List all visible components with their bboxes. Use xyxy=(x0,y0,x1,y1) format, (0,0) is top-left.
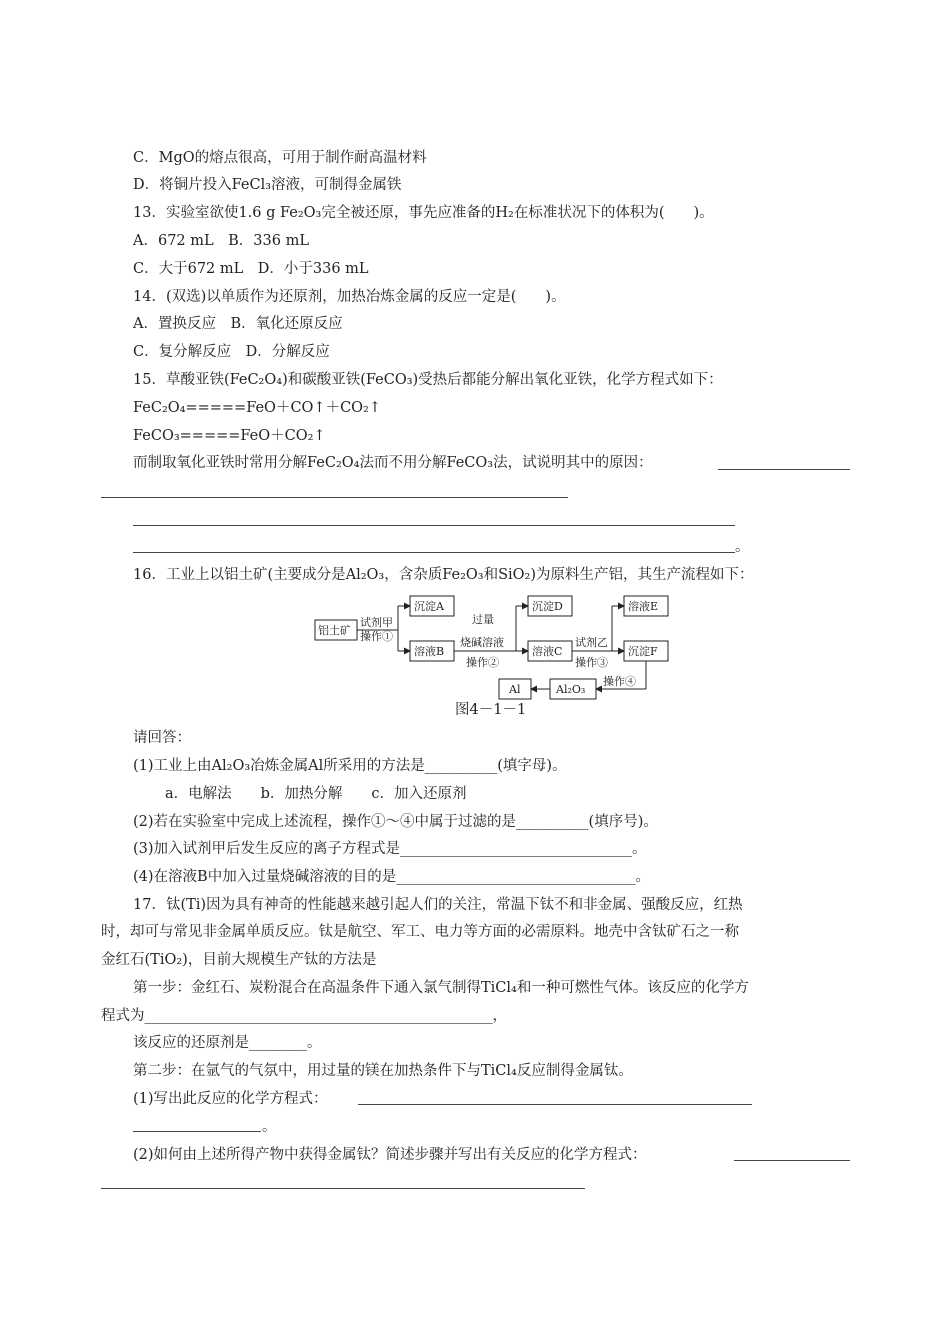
q14-stem: 14．(双选)以单质作为还原剂，加热冶炼金属的反应一定是( )。 xyxy=(133,289,566,305)
q16-answer-prompt: 请回答： xyxy=(133,730,191,746)
q17-part-2-blank-1[interactable] xyxy=(734,1160,850,1161)
q12-option-c: C．MgO的熔点很高，可用于制作耐高温材料 xyxy=(133,150,427,166)
q15-equation-2: FeCO₃=====FeO＋CO₂↑ xyxy=(133,428,326,444)
q15-answer-blank-3[interactable] xyxy=(133,525,735,526)
q17-step-1-line-1: 第一步：金红石、炭粉混合在高温条件下通入氯气制得TiCl₄和一种可燃性气体。该反应的化学方 xyxy=(133,980,749,996)
label-op2: 操作② xyxy=(466,656,499,669)
q15-answer-blank-1[interactable] xyxy=(718,469,850,470)
q16-part-4: (4)在溶液B中加入过量烧碱溶液的目的是_________________________________。 xyxy=(133,869,650,885)
q16-stem: 16．工业上以铝土矿(主要成分是Al₂O₃，含杂质Fe₂O₃和SiO₂)为原料生产铝，其生产流程如下： xyxy=(133,567,754,583)
label-op3: 操作③ xyxy=(575,656,608,669)
q16-part-1: (1)工业上由Al₂O₃冶炼金属Al所采用的方法是__________(填字母)。 xyxy=(133,758,567,774)
label-precipitate-a: 沉淀A xyxy=(414,600,444,613)
label-reagent-b: 试剂乙 xyxy=(575,636,608,649)
q15-answer-blank-4[interactable] xyxy=(133,552,735,553)
label-precipitate-d: 沉淀D xyxy=(532,600,563,613)
q16-part-2: (2)若在实验室中完成上述流程，操作①～④中属于过滤的是__________(填序号)。 xyxy=(133,814,658,830)
q15-period: 。 xyxy=(735,539,750,555)
label-aluminum: Al xyxy=(509,683,521,696)
q12-option-d: D．将铜片投入FeCl₃溶液，可制得金属铁 xyxy=(133,177,402,193)
q17-stem-line-3: 金红石(TiO₂)，目前大规模生产钛的方法是 xyxy=(101,952,377,968)
label-op1: 操作① xyxy=(360,630,393,643)
q14-options-ab: A．置换反应 B．氧化还原反应 xyxy=(133,316,343,332)
q17-stem-line-2: 时，却可与常见非金属单质反应。钛是航空、军工、电力等方面的必需原料。地壳中含钛矿石之一称 xyxy=(101,924,739,940)
q17-part-1-period: 。 xyxy=(262,1119,277,1135)
q14-options-cd: C．复分解反应 D．分解反应 xyxy=(133,344,330,360)
q17-step-2-part-1: (1)写出此反应的化学方程式： xyxy=(133,1091,328,1107)
q17-step-2: 第二步：在氩气的气氛中，用过量的镁在加热条件下与TiCl₄反应制得金属钛。 xyxy=(133,1063,633,1079)
q17-part-1-blank-1[interactable] xyxy=(358,1104,752,1105)
label-naoh: 烧碱溶液 xyxy=(460,636,504,649)
q17-step-1-line-3: 该反应的还原剂是________。 xyxy=(133,1035,322,1051)
q17-step-1-line-2: 程式为________________________________________________， xyxy=(101,1008,507,1024)
label-solution-e: 溶液E xyxy=(628,600,659,613)
q15-stem: 15．草酸亚铁(FeC₂O₄)和碳酸亚铁(FeCO₃)受热后都能分解出氧化亚铁，化学方程式如下： xyxy=(133,372,723,388)
label-solution-b: 溶液B xyxy=(414,645,445,658)
q13-options-ab: A．672 mL B．336 mL xyxy=(133,233,309,249)
q17-part-2-blank-2[interactable] xyxy=(101,1188,585,1189)
q15-equation-1: FeC₂O₄=====FeO＋CO↑＋CO₂↑ xyxy=(133,400,382,416)
q15-question: 而制取氧化亚铁时常用分解FeC₂O₄法而不用分解FeCO₃法，试说明其中的原因： xyxy=(133,455,653,471)
q13-options-cd: C．大于672 mL D．小于336 mL xyxy=(133,261,369,277)
label-solution-c: 溶液C xyxy=(532,645,563,658)
figure-caption: 图4－1－1 xyxy=(455,702,527,718)
label-reagent-a: 试剂甲 xyxy=(360,616,393,629)
label-alumina: Al₂O₃ xyxy=(556,683,586,696)
q17-step-2-part-2: (2)如何由上述所得产物中获得金属钛？简述步骤并写出有关反应的化学方程式： xyxy=(133,1147,647,1163)
q16-part-3: (3)加入试剂甲后发生反应的离子方程式是________________________________。 xyxy=(133,841,647,857)
label-excess: 过量 xyxy=(472,613,494,626)
label-op4: 操作④ xyxy=(603,675,636,688)
label-precipitate-f: 沉淀F xyxy=(628,645,658,658)
q13-stem: 13．实验室欲使1.6 g Fe₂O₃完全被还原，事先应准备的H₂在标准状况下的体积为( )。 xyxy=(133,205,714,221)
q16-part-1-options: a．电解法 b．加热分解 c．加入还原剂 xyxy=(165,786,467,802)
q17-stem-line-1: 17．钛(Ti)因为具有神奇的性能越来越引起人们的关注，常温下钛不和非金属、强酸反应，红热 xyxy=(133,897,743,913)
q17-part-1-blank-2[interactable] xyxy=(133,1131,261,1132)
label-bauxite: 铝土矿 xyxy=(318,624,351,637)
process-flow-diagram xyxy=(300,588,680,714)
q15-answer-blank-2[interactable] xyxy=(101,497,568,498)
